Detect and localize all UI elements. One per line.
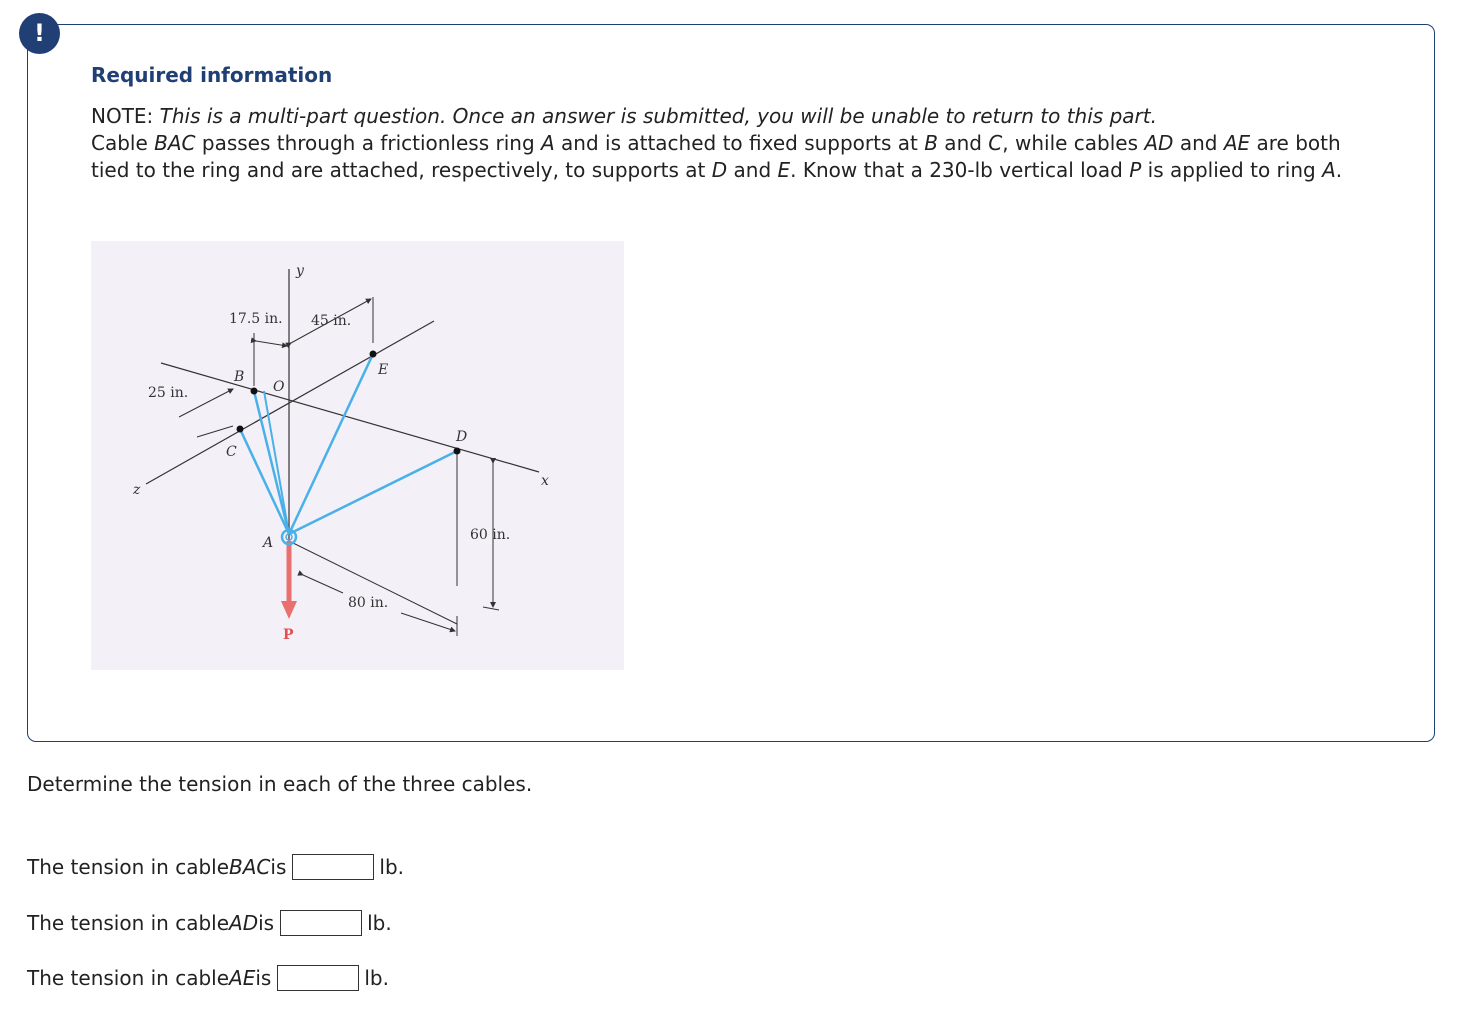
point-D <box>454 448 461 455</box>
label-B: B <box>234 369 245 385</box>
label-y: y <box>296 263 304 279</box>
unit-label: lb. <box>367 911 392 935</box>
cable-diagram-svg <box>91 241 624 670</box>
point-E <box>370 351 377 358</box>
label-O: O <box>273 379 285 395</box>
unit-label: lb. <box>379 855 404 879</box>
floor-line-1 <box>289 541 457 624</box>
answer-row-ae: The tension in cable AE is lb. <box>27 966 389 990</box>
label-E: E <box>378 362 389 378</box>
cable-AB2 <box>264 391 289 534</box>
dim-25-line-b <box>197 426 233 437</box>
label-dim-17-5: 17.5 in. <box>229 311 283 327</box>
answer-row-bac: The tension in cable BAC is lb. <box>27 855 404 879</box>
label-dim-80: 80 in. <box>348 595 389 611</box>
load-P-head <box>281 601 297 619</box>
note-text: NOTE: This is a multi-part question. Once an answer is submitted, you will be unable to return to this part. <box>91 104 1157 128</box>
z-axis <box>146 321 434 484</box>
cable-AC <box>240 429 289 534</box>
cable-diagram <box>91 241 624 670</box>
answer-row-ad: The tension in cable AD is lb. <box>27 911 392 935</box>
point-B <box>251 388 258 395</box>
label-P: P <box>283 627 294 643</box>
label-dim-60: 60 in. <box>470 527 511 543</box>
alert-icon: ! <box>19 13 60 54</box>
cable-AD <box>289 451 457 534</box>
label-A: A <box>263 535 274 551</box>
label-dim-25: 25 in. <box>148 385 189 401</box>
required-info-panel <box>27 24 1435 742</box>
dim-80-line-a <box>303 575 343 593</box>
label-dim-45: 45 in. <box>311 313 352 329</box>
required-info-title: Required information <box>91 63 333 87</box>
tension-ae-input[interactable] <box>277 965 359 991</box>
dim-60-ext <box>483 607 499 610</box>
cable-AE <box>289 354 373 534</box>
question-text: Determine the tension in each of the three cables. <box>27 772 533 796</box>
dim-80-line-b <box>401 613 455 631</box>
problem-description: Cable BAC passes through a frictionless ring A and is attached to fixed supports at B and C, while cables AD and AE are both tied to the ring and are attached, respectively, to supports at D and E. Know that a 230-lb vertical load P is applied to ring A. <box>91 131 1343 182</box>
unit-label: lb. <box>364 966 389 990</box>
label-z: z <box>133 482 141 498</box>
label-C: C <box>226 444 237 460</box>
tension-bac-input[interactable] <box>292 854 374 880</box>
tension-ad-input[interactable] <box>280 910 362 936</box>
dim-17-line <box>256 341 287 346</box>
label-D: D <box>456 429 468 445</box>
problem-statement <box>91 103 1381 184</box>
label-x: x <box>541 473 549 489</box>
point-C <box>237 426 244 433</box>
x-axis <box>161 363 539 472</box>
